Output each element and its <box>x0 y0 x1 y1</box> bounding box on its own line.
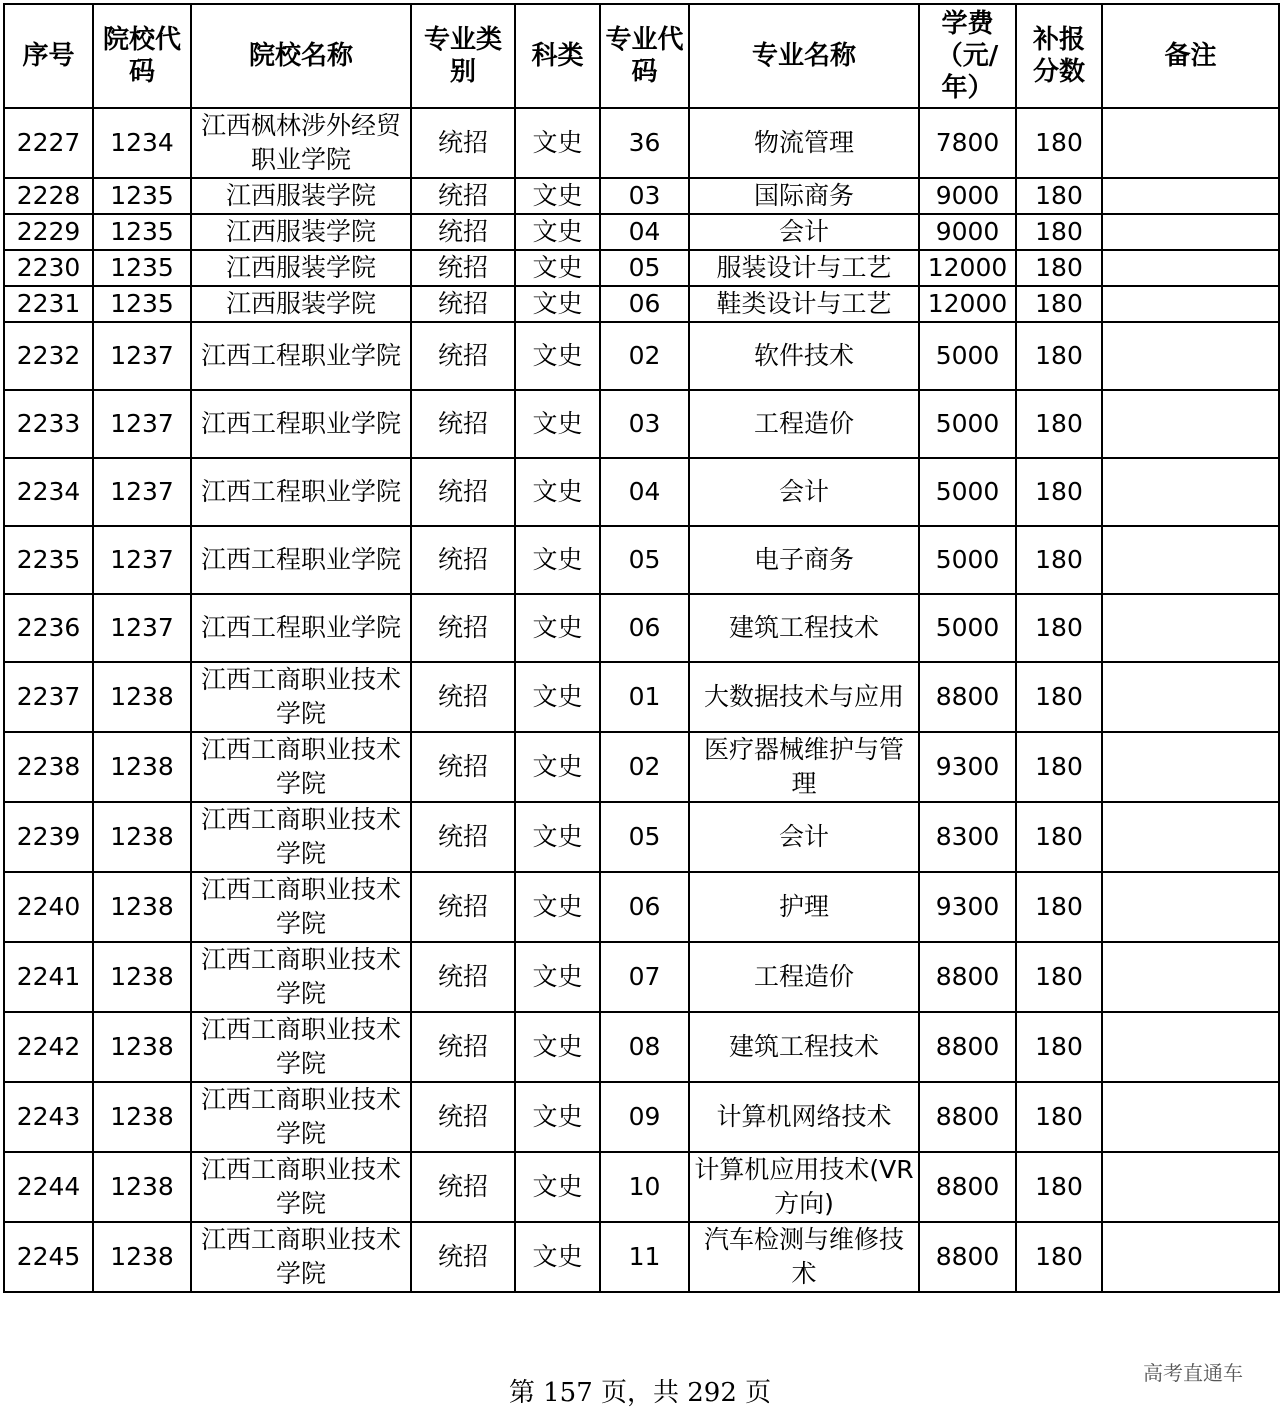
table-row <box>4 872 1279 942</box>
subject-cell: 文史 <box>515 458 600 526</box>
category-cell: 统招 <box>411 458 515 526</box>
school-code-cell: 1234 <box>93 108 191 178</box>
subject-cell: 文史 <box>515 802 600 872</box>
note-cell <box>1102 458 1279 526</box>
note-cell <box>1102 594 1279 662</box>
note-cell <box>1102 942 1279 1012</box>
table-row <box>4 458 1279 526</box>
score-cell: 180 <box>1016 942 1102 1012</box>
table-row <box>4 594 1279 662</box>
major-code-cell: 03 <box>600 178 689 214</box>
table-row <box>4 286 1279 322</box>
school-code-cell: 1238 <box>93 1152 191 1222</box>
category-cell: 统招 <box>411 322 515 390</box>
tuition-cell: 9300 <box>919 872 1016 942</box>
note-cell <box>1102 662 1279 732</box>
category-cell: 统招 <box>411 250 515 286</box>
major-code-cell: 07 <box>600 942 689 1012</box>
major-code-cell: 06 <box>600 872 689 942</box>
school-name-cell: 江西服装学院 <box>191 286 411 322</box>
category-cell: 统招 <box>411 286 515 322</box>
subject-cell: 文史 <box>515 1222 600 1292</box>
score-cell: 180 <box>1016 802 1102 872</box>
serial-cell: 2241 <box>4 942 93 1012</box>
note-cell <box>1102 214 1279 250</box>
score-cell: 180 <box>1016 178 1102 214</box>
major-code-cell: 01 <box>600 662 689 732</box>
tuition-cell: 5000 <box>919 322 1016 390</box>
header-cell: 科类 <box>515 4 600 108</box>
major-name-cell: 建筑工程技术 <box>689 1012 919 1082</box>
school-name-cell: 江西工程职业学院 <box>191 526 411 594</box>
note-cell <box>1102 1222 1279 1292</box>
school-code-cell: 1238 <box>93 1082 191 1152</box>
major-name-cell: 建筑工程技术 <box>689 594 919 662</box>
note-cell <box>1102 322 1279 390</box>
table-row <box>4 662 1279 732</box>
note-cell <box>1102 1152 1279 1222</box>
header-row <box>4 4 1279 108</box>
major-name-cell: 工程造价 <box>689 942 919 1012</box>
serial-cell: 2244 <box>4 1152 93 1222</box>
category-cell: 统招 <box>411 594 515 662</box>
major-code-cell: 36 <box>600 108 689 178</box>
category-cell: 统招 <box>411 942 515 1012</box>
major-name-cell: 服装设计与工艺 <box>689 250 919 286</box>
score-cell: 180 <box>1016 594 1102 662</box>
major-code-cell: 04 <box>600 214 689 250</box>
serial-cell: 2229 <box>4 214 93 250</box>
tuition-cell: 8300 <box>919 802 1016 872</box>
major-name-cell: 汽车检测与维修技术 <box>689 1222 919 1292</box>
school-code-cell: 1237 <box>93 390 191 458</box>
subject-cell: 文史 <box>515 1082 600 1152</box>
subject-cell: 文史 <box>515 214 600 250</box>
note-cell <box>1102 108 1279 178</box>
note-cell <box>1102 390 1279 458</box>
school-name-cell: 江西工商职业技术学院 <box>191 872 411 942</box>
category-cell: 统招 <box>411 732 515 802</box>
subject-cell: 文史 <box>515 1012 600 1082</box>
school-name-cell: 江西服装学院 <box>191 214 411 250</box>
major-name-cell: 电子商务 <box>689 526 919 594</box>
note-cell <box>1102 872 1279 942</box>
watermark: 高考直通车 <box>1143 1361 1243 1385</box>
school-code-cell: 1237 <box>93 594 191 662</box>
major-name-cell: 工程造价 <box>689 390 919 458</box>
header-cell: 学费（元/年） <box>919 4 1016 108</box>
school-code-cell: 1237 <box>93 458 191 526</box>
serial-cell: 2231 <box>4 286 93 322</box>
subject-cell: 文史 <box>515 322 600 390</box>
school-name-cell: 江西工商职业技术学院 <box>191 942 411 1012</box>
header-cell: 补报分数 <box>1016 4 1102 108</box>
major-name-cell: 会计 <box>689 458 919 526</box>
admissions-table <box>3 3 1280 1293</box>
note-cell <box>1102 250 1279 286</box>
major-code-cell: 05 <box>600 250 689 286</box>
school-code-cell: 1238 <box>93 732 191 802</box>
major-name-cell: 医疗器械维护与管理 <box>689 732 919 802</box>
major-name-cell: 会计 <box>689 802 919 872</box>
serial-cell: 2228 <box>4 178 93 214</box>
table-row <box>4 1012 1279 1082</box>
school-code-cell: 1238 <box>93 1012 191 1082</box>
header-cell: 院校名称 <box>191 4 411 108</box>
score-cell: 180 <box>1016 214 1102 250</box>
major-name-cell: 计算机网络技术 <box>689 1082 919 1152</box>
school-code-cell: 1235 <box>93 214 191 250</box>
school-name-cell: 江西工商职业技术学院 <box>191 1152 411 1222</box>
school-code-cell: 1235 <box>93 178 191 214</box>
score-cell: 180 <box>1016 390 1102 458</box>
school-name-cell: 江西工程职业学院 <box>191 390 411 458</box>
serial-cell: 2234 <box>4 458 93 526</box>
serial-cell: 2239 <box>4 802 93 872</box>
category-cell: 统招 <box>411 214 515 250</box>
subject-cell: 文史 <box>515 390 600 458</box>
major-name-cell: 会计 <box>689 214 919 250</box>
score-cell: 180 <box>1016 108 1102 178</box>
score-cell: 180 <box>1016 732 1102 802</box>
serial-cell: 2230 <box>4 250 93 286</box>
school-name-cell: 江西工商职业技术学院 <box>191 1082 411 1152</box>
table-row <box>4 802 1279 872</box>
major-code-cell: 08 <box>600 1012 689 1082</box>
subject-cell: 文史 <box>515 108 600 178</box>
header-cell: 专业名称 <box>689 4 919 108</box>
score-cell: 180 <box>1016 286 1102 322</box>
note-cell <box>1102 526 1279 594</box>
category-cell: 统招 <box>411 178 515 214</box>
subject-cell: 文史 <box>515 872 600 942</box>
tuition-cell: 9300 <box>919 732 1016 802</box>
score-cell: 180 <box>1016 1152 1102 1222</box>
school-code-cell: 1237 <box>93 322 191 390</box>
school-name-cell: 江西工程职业学院 <box>191 322 411 390</box>
category-cell: 统招 <box>411 802 515 872</box>
tuition-cell: 5000 <box>919 594 1016 662</box>
category-cell: 统招 <box>411 108 515 178</box>
serial-cell: 2242 <box>4 1012 93 1082</box>
note-cell <box>1102 286 1279 322</box>
school-name-cell: 江西工程职业学院 <box>191 594 411 662</box>
tuition-cell: 8800 <box>919 1222 1016 1292</box>
table-row <box>4 250 1279 286</box>
note-cell <box>1102 732 1279 802</box>
tuition-cell: 8800 <box>919 1152 1016 1222</box>
note-cell <box>1102 1082 1279 1152</box>
tuition-cell: 12000 <box>919 286 1016 322</box>
major-code-cell: 04 <box>600 458 689 526</box>
category-cell: 统招 <box>411 1152 515 1222</box>
major-code-cell: 02 <box>600 732 689 802</box>
table-row <box>4 178 1279 214</box>
school-name-cell: 江西工商职业技术学院 <box>191 732 411 802</box>
note-cell <box>1102 1012 1279 1082</box>
major-name-cell: 大数据技术与应用 <box>689 662 919 732</box>
category-cell: 统招 <box>411 1012 515 1082</box>
category-cell: 统招 <box>411 1082 515 1152</box>
table-row <box>4 108 1279 178</box>
category-cell: 统招 <box>411 1222 515 1292</box>
subject-cell: 文史 <box>515 662 600 732</box>
table-row <box>4 214 1279 250</box>
serial-cell: 2240 <box>4 872 93 942</box>
tuition-cell: 8800 <box>919 662 1016 732</box>
table-row <box>4 1082 1279 1152</box>
subject-cell: 文史 <box>515 286 600 322</box>
tuition-cell: 5000 <box>919 458 1016 526</box>
header-cell: 院校代码 <box>93 4 191 108</box>
header-cell: 序号 <box>4 4 93 108</box>
category-cell: 统招 <box>411 390 515 458</box>
tuition-cell: 5000 <box>919 526 1016 594</box>
major-code-cell: 10 <box>600 1152 689 1222</box>
score-cell: 180 <box>1016 1222 1102 1292</box>
score-cell: 180 <box>1016 1082 1102 1152</box>
serial-cell: 2227 <box>4 108 93 178</box>
school-code-cell: 1238 <box>93 662 191 732</box>
serial-cell: 2235 <box>4 526 93 594</box>
subject-cell: 文史 <box>515 178 600 214</box>
score-cell: 180 <box>1016 526 1102 594</box>
tuition-cell: 9000 <box>919 214 1016 250</box>
major-name-cell: 物流管理 <box>689 108 919 178</box>
school-name-cell: 江西枫林涉外经贸职业学院 <box>191 108 411 178</box>
major-code-cell: 06 <box>600 286 689 322</box>
table-row <box>4 942 1279 1012</box>
school-code-cell: 1238 <box>93 1222 191 1292</box>
serial-cell: 2233 <box>4 390 93 458</box>
school-name-cell: 江西工商职业技术学院 <box>191 1012 411 1082</box>
subject-cell: 文史 <box>515 594 600 662</box>
score-cell: 180 <box>1016 662 1102 732</box>
major-code-cell: 02 <box>600 322 689 390</box>
subject-cell: 文史 <box>515 732 600 802</box>
table-row <box>4 1152 1279 1222</box>
serial-cell: 2236 <box>4 594 93 662</box>
serial-cell: 2232 <box>4 322 93 390</box>
serial-cell: 2237 <box>4 662 93 732</box>
school-code-cell: 1235 <box>93 250 191 286</box>
score-cell: 180 <box>1016 1012 1102 1082</box>
major-code-cell: 03 <box>600 390 689 458</box>
category-cell: 统招 <box>411 526 515 594</box>
school-name-cell: 江西工商职业技术学院 <box>191 1222 411 1292</box>
table-row <box>4 390 1279 458</box>
school-code-cell: 1238 <box>93 942 191 1012</box>
school-name-cell: 江西工商职业技术学院 <box>191 802 411 872</box>
school-name-cell: 江西服装学院 <box>191 250 411 286</box>
school-code-cell: 1235 <box>93 286 191 322</box>
note-cell <box>1102 802 1279 872</box>
header-cell: 专业代码 <box>600 4 689 108</box>
tuition-cell: 5000 <box>919 390 1016 458</box>
table-row <box>4 732 1279 802</box>
serial-cell: 2243 <box>4 1082 93 1152</box>
major-code-cell: 11 <box>600 1222 689 1292</box>
tuition-cell: 8800 <box>919 1082 1016 1152</box>
school-code-cell: 1238 <box>93 802 191 872</box>
school-code-cell: 1237 <box>93 526 191 594</box>
note-cell <box>1102 178 1279 214</box>
subject-cell: 文史 <box>515 250 600 286</box>
tuition-cell: 8800 <box>919 942 1016 1012</box>
major-code-cell: 09 <box>600 1082 689 1152</box>
school-name-cell: 江西服装学院 <box>191 178 411 214</box>
major-name-cell: 国际商务 <box>689 178 919 214</box>
table-row <box>4 322 1279 390</box>
header-cell: 备注 <box>1102 4 1279 108</box>
page-number: 第 157 页，共 292 页 <box>508 1378 772 1408</box>
score-cell: 180 <box>1016 322 1102 390</box>
category-cell: 统招 <box>411 662 515 732</box>
school-code-cell: 1238 <box>93 872 191 942</box>
table-row <box>4 526 1279 594</box>
major-code-cell: 05 <box>600 802 689 872</box>
major-name-cell: 计算机应用技术(VR方向) <box>689 1152 919 1222</box>
tuition-cell: 12000 <box>919 250 1016 286</box>
major-name-cell: 鞋类设计与工艺 <box>689 286 919 322</box>
school-name-cell: 江西工商职业技术学院 <box>191 662 411 732</box>
table-body <box>4 108 1279 1292</box>
major-code-cell: 05 <box>600 526 689 594</box>
table-row <box>4 1222 1279 1292</box>
score-cell: 180 <box>1016 458 1102 526</box>
major-code-cell: 06 <box>600 594 689 662</box>
tuition-cell: 7800 <box>919 108 1016 178</box>
score-cell: 180 <box>1016 872 1102 942</box>
tuition-cell: 8800 <box>919 1012 1016 1082</box>
header-cell: 专业类别 <box>411 4 515 108</box>
subject-cell: 文史 <box>515 1152 600 1222</box>
subject-cell: 文史 <box>515 526 600 594</box>
subject-cell: 文史 <box>515 942 600 1012</box>
serial-cell: 2238 <box>4 732 93 802</box>
tuition-cell: 9000 <box>919 178 1016 214</box>
major-name-cell: 护理 <box>689 872 919 942</box>
category-cell: 统招 <box>411 872 515 942</box>
school-name-cell: 江西工程职业学院 <box>191 458 411 526</box>
serial-cell: 2245 <box>4 1222 93 1292</box>
major-name-cell: 软件技术 <box>689 322 919 390</box>
score-cell: 180 <box>1016 250 1102 286</box>
